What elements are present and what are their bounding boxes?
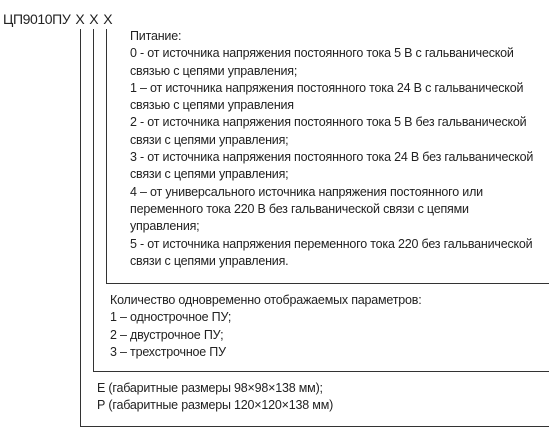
code-base: ЦП9010ПУ xyxy=(3,11,71,27)
power-line: 4 – от универсального источника напряжения постоянного или xyxy=(130,184,483,199)
size-options-block xyxy=(97,380,333,415)
power-line: связью с цепями управления; xyxy=(130,63,298,78)
params-title: Количество одновременно отображаемых параметров: xyxy=(110,293,422,307)
code-position-1: X xyxy=(75,11,85,27)
size-line: Е (габаритные размеры 98×98×138 мм); xyxy=(97,381,323,395)
power-line: связи с цепями управления; xyxy=(130,167,289,182)
code-position-2: X xyxy=(89,11,99,27)
power-line: управления; xyxy=(130,219,200,234)
params-line: 2 – двустрочное ПУ; xyxy=(110,327,224,342)
power-line: 3 - от источника напряжения постоянного тока 24 В без гальванической xyxy=(130,150,534,165)
power-options-block xyxy=(130,28,533,270)
code-position-3: X xyxy=(103,11,113,27)
power-line: связью с цепями управления xyxy=(130,98,294,113)
power-line: связи с цепями управления. xyxy=(130,253,289,268)
params-line: 1 – однострочное ПУ; xyxy=(110,310,232,325)
designation-code xyxy=(3,11,112,27)
power-line: 0 - от источника напряжения постоянного тока 5 В с гальванической xyxy=(130,46,514,61)
params-options-block xyxy=(110,292,422,361)
power-line: переменного тока 220 В без гальванической связи с цепями xyxy=(130,201,469,216)
power-line: 1 – от источника напряжения постоянного тока 24 В с гальванической xyxy=(130,80,524,95)
power-line: связи с цепями управления; xyxy=(130,132,289,147)
power-line: 5 - от источника напряжения переменного тока 220 без гальванической xyxy=(130,236,533,251)
size-line: Р (габаритные размеры 120×120×138 мм) xyxy=(97,398,334,413)
power-title: Питание: xyxy=(130,29,182,43)
power-line: 2 - от источника напряжения постоянного тока 5 В без гальванической xyxy=(130,115,527,130)
params-line: 3 – трехстрочное ПУ xyxy=(110,344,226,359)
